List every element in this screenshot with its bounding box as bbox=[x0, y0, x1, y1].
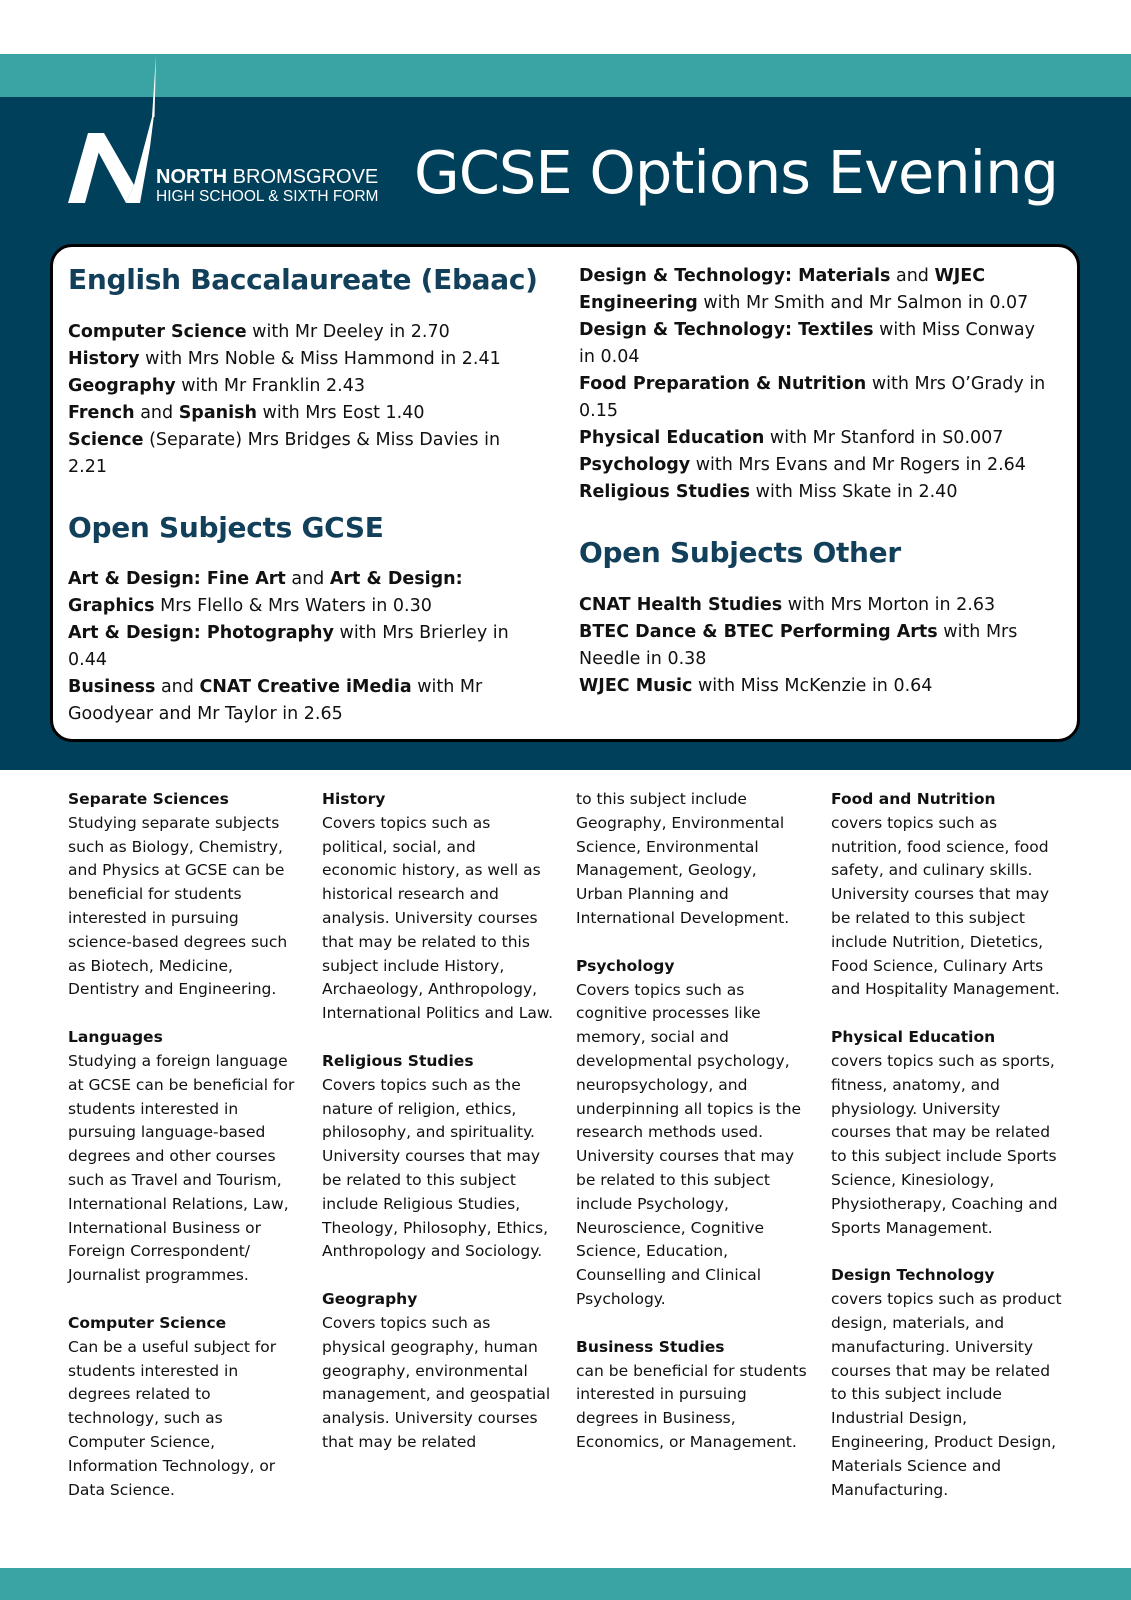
info-text-psychology: Covers topics such as cognitive processes like memory, social and developmental psychology, neuropsychology, and underpinning all topics is the research methods used. University courses that may be related to this subject include Psychology, Neuroscience, Cognitive Science, Education, Counselling and Clinical Psychology. bbox=[576, 980, 802, 1308]
info-text-food-nutrition: covers topics such as nutrition, food science, food safety, and culinary skills. University courses that may be related to this subject include Nutrition, Dietetics, Food Science, Culinary Arts and Hospitality Management. bbox=[831, 813, 1060, 999]
info-text-history: Covers topics such as political, social, and economic history, as well as historical research and analysis. University courses that may be related to this subject include History, Archaeology, Anthropology, International Politics and Law. bbox=[322, 813, 554, 1023]
open-other-heading: Open Subjects Other bbox=[579, 536, 901, 569]
info-heading-separate-sciences: Separate Sciences bbox=[68, 790, 229, 808]
ebacc-geography: Geography with Mr Franklin 2.43 bbox=[68, 375, 366, 396]
open-gcse-heading: Open Subjects GCSE bbox=[68, 510, 384, 544]
info-heading-psychology: Psychology bbox=[576, 956, 675, 975]
logo-north: NORTH bbox=[156, 166, 228, 188]
other-cnat-health: CNAT Health Studies with Mrs Morton in 2.63 bbox=[579, 594, 996, 615]
info-text-religious-studies: Covers topics such as the nature of religion, ethics, philosophy, and spirituality. University courses that may be related to this subject include Religious Studies, Theology, Philosophy, Ethics, Anthropology and Sociology. bbox=[322, 1075, 549, 1261]
ebacc-heading: English Baccalaureate (Ebaac) bbox=[68, 263, 538, 296]
logo-subtitle: HIGH SCHOOL & SIXTH FORM bbox=[156, 188, 379, 205]
open-pe: Physical Education with Mr Stanford in S0.007 bbox=[579, 428, 1004, 448]
open-art-design: Art & Design: Fine Art and Art & Design: Graphics Mrs Flello & Mrs Waters in 0.30 bbox=[68, 569, 463, 617]
card-left-column bbox=[68, 263, 538, 728]
info-heading-computer-science: Computer Science bbox=[68, 1313, 227, 1332]
info-heading-business-studies: Business Studies bbox=[576, 1337, 725, 1356]
card-right-column bbox=[579, 263, 1054, 700]
info-heading-geography: Geography bbox=[322, 1290, 418, 1309]
ebacc-history: History with Mrs Noble & Miss Hammond in 2.41 bbox=[68, 348, 501, 369]
bottom-teal-band bbox=[0, 1568, 1131, 1600]
other-music: WJEC Music with Miss McKenzie in 0.64 bbox=[579, 675, 933, 696]
logo-wordmark bbox=[156, 167, 378, 205]
info-heading-languages: Languages bbox=[68, 1028, 163, 1047]
info-column-4 bbox=[831, 788, 1063, 1502]
open-food: Food Preparation & Nutrition with Mrs O’Grady in 0.15 bbox=[579, 374, 1046, 421]
ebacc-science: Science (Separate) Mrs Bridges & Miss Davies in 2.21 bbox=[68, 429, 501, 477]
info-text-business-studies: can be beneficial for students interested in pursuing degrees in Business, Economics, or Management. bbox=[576, 1361, 807, 1451]
info-column-3 bbox=[576, 788, 808, 1455]
info-text-geography-continued: to this subject include Geography, Environmental Science, Environmental Management, Geology, Urban Planning and International Development. bbox=[576, 790, 790, 927]
info-text-design-technology: covers topics such as product design, materials, and manufacturing. University courses that may be related to this subject include Industrial Design, Engineering, Product Design, Materials Science and Manufacturing. bbox=[831, 1290, 1062, 1499]
open-textiles: Design & Technology: Textiles with Miss Conway in 0.04 bbox=[579, 320, 1035, 367]
other-btec: BTEC Dance & BTEC Performing Arts with Mrs Needle in 0.38 bbox=[579, 621, 1018, 669]
n-logo-mark-icon bbox=[68, 55, 168, 205]
subjects-card bbox=[50, 244, 1080, 742]
open-business: Business and CNAT Creative iMedia with Mr Goodyear and Mr Taylor in 2.65 bbox=[68, 677, 483, 725]
info-text-physical-education: covers topics such as sports, fitness, anatomy, and physiology. University courses that may be related to this subject include Sports Science, Kinesiology, Physiotherapy, Coaching and Sports Management. bbox=[831, 1051, 1058, 1237]
info-column-1 bbox=[68, 788, 300, 1502]
info-text-languages: Studying a foreign language at GCSE can be beneficial for students interested in pursuing language-based degrees and other courses such as Travel and Tourism, International Relations, Law, International Business or Foreign Correspondent/ Journalist programmes. bbox=[68, 1051, 295, 1285]
info-heading-design-technology: Design Technology bbox=[831, 1266, 995, 1285]
info-text-computer-science: Can be a useful subject for students interested in degrees related to technology, such as Computer Science, Information Technology, or Data Science. bbox=[68, 1337, 277, 1499]
info-heading-history: History bbox=[322, 790, 386, 808]
info-heading-food-nutrition: Food and Nutrition bbox=[831, 790, 996, 808]
info-heading-physical-education: Physical Education bbox=[831, 1028, 996, 1047]
info-column-2 bbox=[322, 788, 554, 1455]
logo-bromsgrove: BROMSGROVE bbox=[232, 166, 379, 188]
open-religious-studies: Religious Studies with Miss Skate in 2.40 bbox=[579, 482, 958, 502]
info-heading-religious-studies: Religious Studies bbox=[322, 1051, 474, 1070]
school-logo bbox=[68, 55, 398, 215]
ebacc-languages: French and Spanish with Mrs Eost 1.40 bbox=[68, 402, 425, 423]
open-photography: Art & Design: Photography with Mrs Brierley in 0.44 bbox=[68, 623, 509, 671]
event-title: GCSE Options Evening bbox=[414, 138, 1058, 207]
info-text-separate-sciences: Studying separate subjects such as Biology, Chemistry, and Physics at GCSE can be beneficial for students interested in pursuing science-based degrees such as Biotech, Medicine, Dentistry and Engineering. bbox=[68, 813, 288, 999]
open-design-technology: Design & Technology: Materials and WJEC Engineering with Mr Smith and Mr Salmon in 0.07 bbox=[579, 266, 1029, 313]
ebacc-computer-science: Computer Science with Mr Deeley in 2.70 bbox=[68, 321, 450, 342]
info-text-geography: Covers topics such as physical geography, human geography, environmental management, and geospatial analysis. University courses that may be related bbox=[322, 1313, 551, 1451]
open-psychology: Psychology with Mrs Evans and Mr Rogers in 2.64 bbox=[579, 455, 1026, 475]
